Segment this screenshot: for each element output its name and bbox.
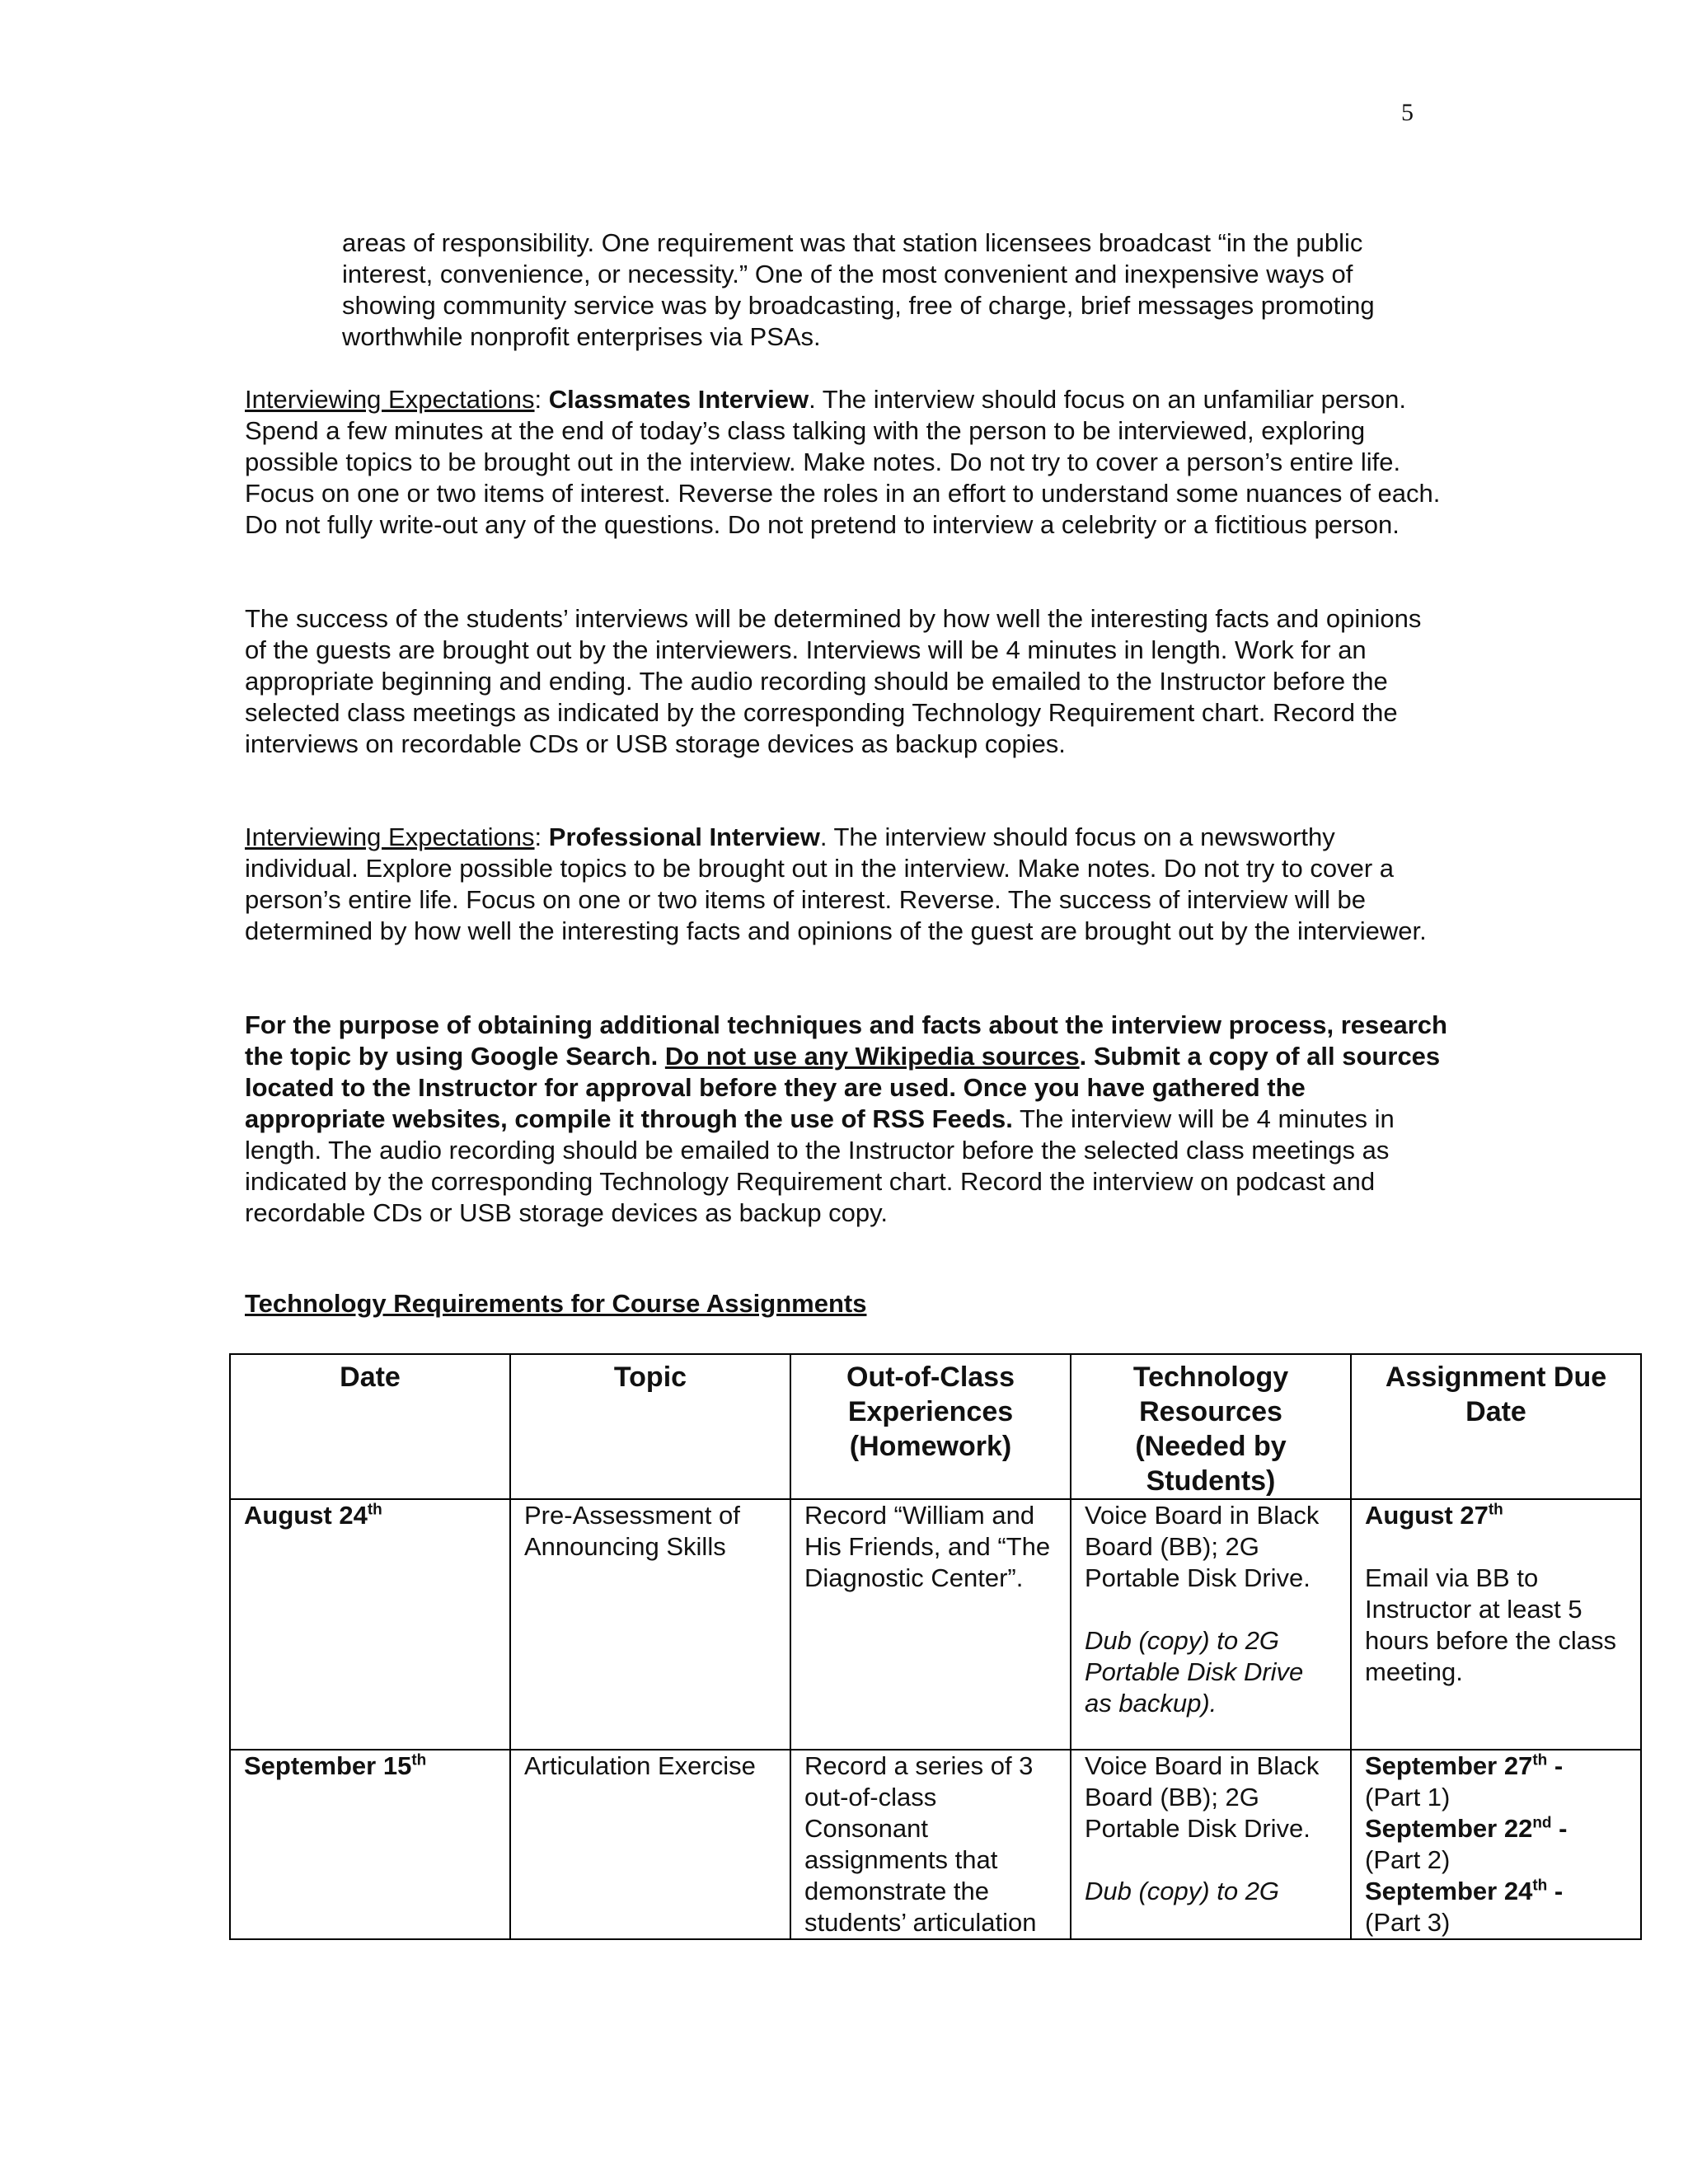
technology-note: Dub (copy) to 2G Portable Disk Drive as backup). xyxy=(1085,1626,1304,1718)
paragraph-body: . The interview should focus on an unfamiliar person. Spend a few minutes at the end of today’s class talking with the person to be interviewed, exploring possible topics to be brought out in the interview. Make notes. Do not try to cover a person’s entire life. Focus on one or two items of interest. Reverse the roles in an effort to understand some nuances of each. Do not fully write-out any of the questions. Do not pretend to interview a celebrity or a fictitious person. xyxy=(245,385,1441,539)
due-part-date: September 27 xyxy=(1365,1751,1533,1780)
due-part-label: (Part 2) xyxy=(1365,1845,1451,1874)
table-row xyxy=(230,1750,1641,1939)
technology-requirements-table xyxy=(229,1353,1642,1940)
technology-note: Dub (copy) to 2G xyxy=(1085,1877,1280,1905)
due-part-dash: - xyxy=(1551,1814,1568,1843)
due-part-date: September 22 xyxy=(1365,1814,1533,1843)
technology-text: Voice Board in Black Board (BB); 2G Portable Disk Drive. xyxy=(1085,1751,1320,1843)
cell-homework: Record a series of 3 out-of-class Consonant assignments that demonstrate the students’ articulation xyxy=(790,1750,1071,1939)
label-colon: : xyxy=(534,385,549,414)
bold-instruction: For the purpose of obtaining additional techniques and facts about the interview process, research the topic by using Google Search. xyxy=(245,1010,1447,1071)
due-part-suffix: th xyxy=(1532,1877,1548,1895)
cell-due-date xyxy=(1351,1750,1641,1939)
date-text: August 24 xyxy=(244,1501,368,1530)
due-part-suffix: th xyxy=(1532,1751,1548,1769)
column-header-date: Date xyxy=(230,1354,510,1499)
due-part-dash: - xyxy=(1547,1877,1564,1905)
column-header-homework: Out-of-Class Experiences (Homework) xyxy=(790,1354,1071,1499)
wikipedia-warning: Do not use any Wikipedia sources xyxy=(664,1042,1080,1071)
due-part-suffix: nd xyxy=(1532,1814,1552,1832)
cell-topic: Pre-Assessment of Announcing Skills xyxy=(510,1499,790,1750)
column-header-topic: Topic xyxy=(510,1354,790,1499)
paragraph-research-instructions xyxy=(245,1010,1448,1229)
technology-text: Voice Board in Black Board (BB); 2G Portable Disk Drive. xyxy=(1085,1501,1320,1592)
column-header-due-date: Assignment Due Date xyxy=(1351,1354,1641,1499)
table-header-row xyxy=(230,1354,1641,1499)
cell-due-date xyxy=(1351,1499,1641,1750)
section-label: Interviewing Expectations xyxy=(245,823,535,851)
paragraph-psa-context: areas of responsibility. One requirement was that station licensees broadcast “in the public interest, convenience, or necessity.” One of the most convenient and inexpensive ways of showing community service was by broadcasting, free of charge, brief messages promoting worthwhile nonprofit enterprises via PSAs. xyxy=(342,228,1375,351)
page-number: 5 xyxy=(1401,99,1414,126)
due-date-note: Email via BB to Instructor at least 5 hours before the class meeting. xyxy=(1365,1563,1617,1686)
paragraph-interview-success: The success of the students’ interviews will be determined by how well the interesting facts and opinions of the guests are brought out by the interviewers. Interviews will be 4 minutes in length. Work for an appropriate beginning and ending. The audio recording should be emailed to the Instructor before the selected class meetings as indicated by the corresponding Technology Requirement chart. Record the interviews on recordable CDs or USB storage devices as backup copies. xyxy=(245,604,1422,758)
paragraph-body: The interview will be 4 minutes in length. The audio recording should be emailed to the Instructor before the selected class meetings as indicated by the corresponding Technology Requirement chart. Record the interview on podcast and recordable CDs or USB storage devices as backup copy. xyxy=(245,1104,1395,1227)
paragraph-classmates-interview xyxy=(245,384,1448,541)
cell-date xyxy=(230,1499,510,1750)
date-suffix: th xyxy=(411,1751,427,1769)
interview-type-title: Professional Interview xyxy=(548,823,820,851)
due-date-suffix: th xyxy=(1488,1501,1503,1519)
due-part-label: (Part 1) xyxy=(1365,1783,1451,1811)
bold-instruction: . Submit a copy of all sources located to the Instructor for approval before they are used. Once you have gathered the appropriate websites, compile it through the use of RSS Feeds. xyxy=(245,1042,1441,1133)
section-label: Interviewing Expectations xyxy=(245,385,535,414)
label-colon: : xyxy=(534,823,549,851)
cell-date xyxy=(230,1750,510,1939)
due-part-label: (Part 3) xyxy=(1365,1908,1451,1937)
due-part-date: September 24 xyxy=(1365,1877,1533,1905)
due-date-text: August 27 xyxy=(1365,1501,1489,1530)
cell-technology xyxy=(1071,1499,1351,1750)
paragraph-professional-interview xyxy=(245,822,1448,947)
cell-homework: Record “William and His Friends, and “The Diagnostic Center”. xyxy=(790,1499,1071,1750)
cell-topic: Articulation Exercise xyxy=(510,1750,790,1939)
column-header-technology: Technology Resources (Needed by Students) xyxy=(1071,1354,1351,1499)
paragraph-body: . The interview should focus on a newsworthy individual. Explore possible topics to be brought out in the interview. Make notes. Do not try to cover a person’s entire life. Focus on one or two items of interest. Reverse. The success of interview will be determined by how well the interesting facts and opinions of the guest are brought out by the interviewer. xyxy=(245,823,1427,945)
cell-technology xyxy=(1071,1750,1351,1939)
date-suffix: th xyxy=(367,1501,382,1519)
date-text: September 15 xyxy=(244,1751,412,1780)
table-heading: Technology Requirements for Course Assignments xyxy=(245,1289,867,1318)
due-part-dash: - xyxy=(1547,1751,1564,1780)
table-row xyxy=(230,1499,1641,1750)
interview-type-title: Classmates Interview xyxy=(548,385,809,414)
